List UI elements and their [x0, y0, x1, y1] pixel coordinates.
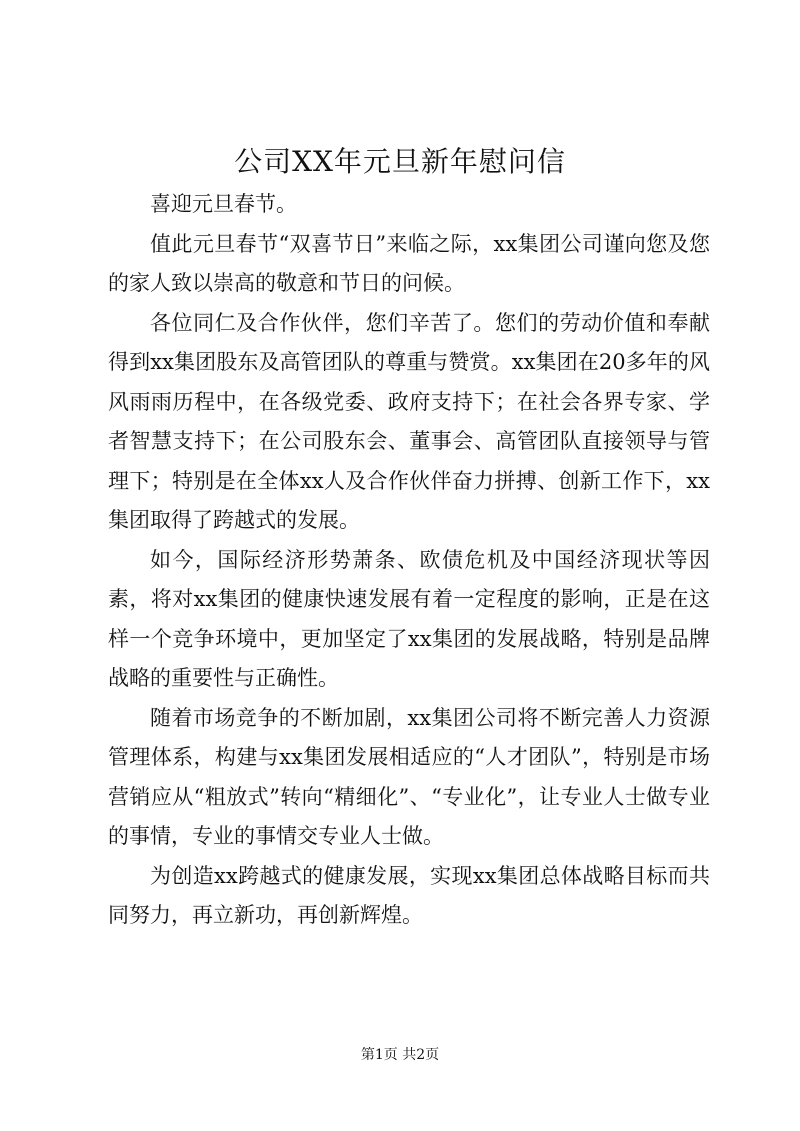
page-number: 第1页 共2页: [360, 1047, 440, 1063]
document-title: 公司XX年元旦新年慰问信: [234, 145, 566, 178]
paragraph-economic-situation: 如今，国际经济形势萧条、欧债危机及中国经济现状等因素，将对xx集团的健康快速发展有着一定程度的影响，正是在这样一个竞争环境中，更加坚定了xx集团的发展战略，特别是品牌战略的重要性与正确性。: [108, 547, 710, 690]
paragraph-thanks: 各位同仁及合作伙伴，您们辛苦了。您们的劳动价值和奉献得到xx集团股东及高管团队的尊重与赞赏。xx集团在20多年的风风雨雨历程中，在各级党委、政府支持下；在社会各界专家、学者智慧支持下；在公司股东会、董事会、高管团队直接领导与管理下；特别是在全体xx人及合作伙伴奋力拼搏、创新工作下，xx集团取得了跨越式的发展。: [108, 310, 710, 532]
paragraph-holiday-wishes: 值此元旦春节“双喜节日”来临之际，xx集团公司谨向您及您的家人致以崇高的敬意和节日的问候。: [108, 231, 710, 295]
paragraph-talent-strategy: 随着市场竞争的不断加剧，xx集团公司将不断完善人力资源管理体系，构建与xx集团发展相适应的“人才团队”，特别是市场营销应从“粗放式”转向“精细化”、“专业化”，让专业人士做专业的事情，专业的事情交专业人士做。: [108, 705, 710, 848]
paragraph-closing: 为创造xx跨越式的健康发展，实现xx集团总体战略目标而共同努力，再立新功，再创新辉煌。: [108, 863, 710, 927]
letter-body: [108, 185, 710, 936]
paragraph-greeting: 喜迎元旦春节。: [150, 192, 297, 216]
